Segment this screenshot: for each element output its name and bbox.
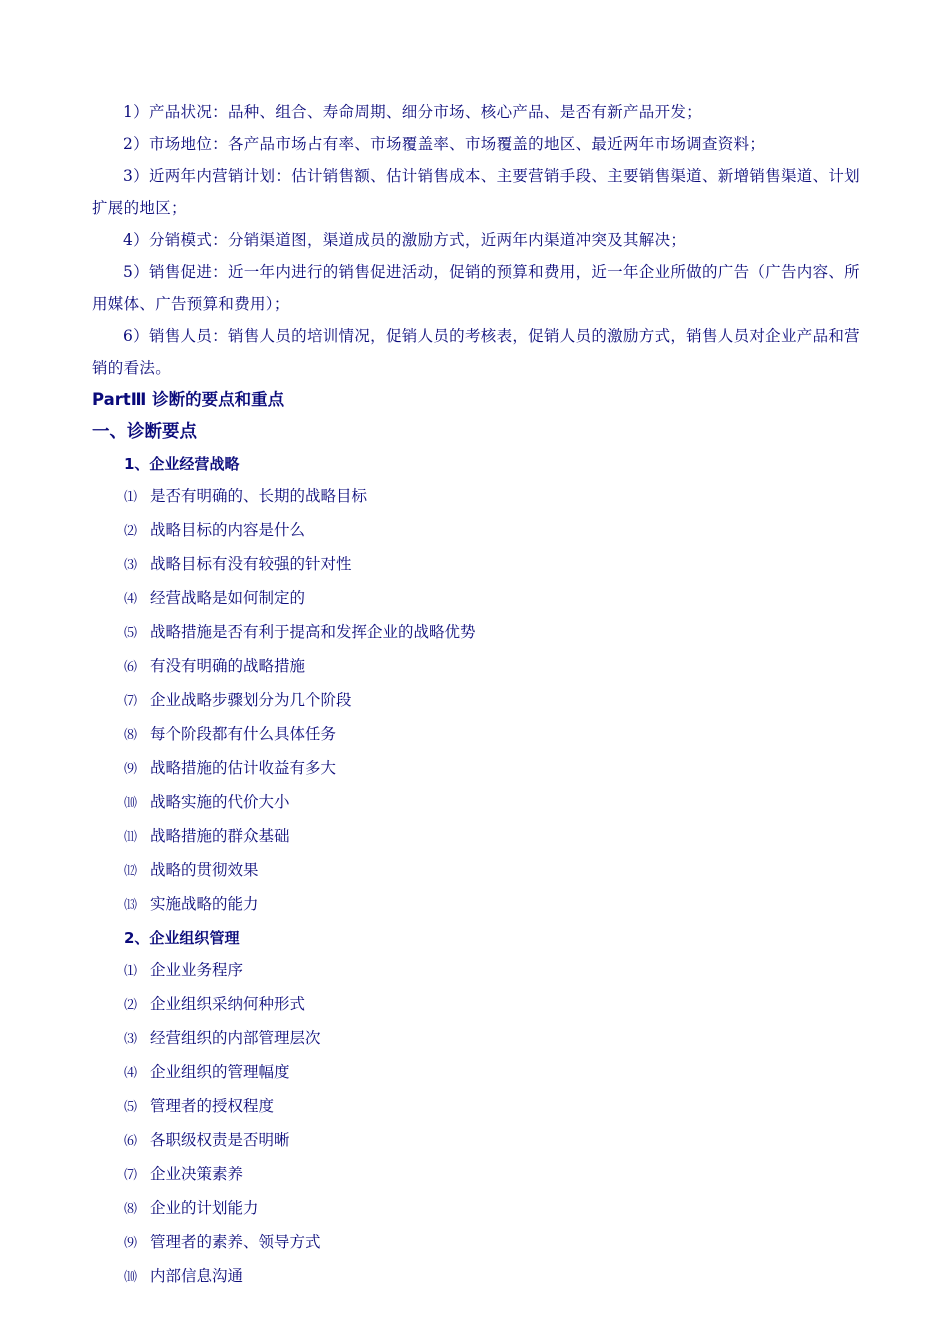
item-number: ⑹ bbox=[124, 660, 138, 675]
item-text: 战略措施是否有利于提高和发挥企业的战略优势 bbox=[150, 623, 476, 641]
paragraph-product-status: 1）产品状况：品种、组合、寿命周期、细分市场、核心产品、是否有新产品开发； bbox=[123, 103, 702, 121]
item-number: ⑻ bbox=[124, 1202, 138, 1217]
item-text: 有没有明确的战略措施 bbox=[150, 657, 306, 675]
list-item bbox=[92, 752, 864, 786]
strategy-list bbox=[92, 480, 864, 922]
subsection-organization-title: 2、企业组织管理 bbox=[124, 929, 240, 947]
item-number: ⑷ bbox=[124, 1066, 138, 1081]
item-text: 企业组织的管理幅度 bbox=[150, 1063, 290, 1081]
list-item bbox=[92, 988, 864, 1022]
item-number: ⑽ bbox=[124, 796, 138, 811]
document-page bbox=[92, 96, 864, 1294]
item-text: 每个阶段都有什么具体任务 bbox=[150, 725, 337, 743]
list-item bbox=[92, 684, 864, 718]
list-item bbox=[92, 514, 864, 548]
list-item bbox=[92, 718, 864, 752]
item-number: ⑻ bbox=[124, 728, 138, 743]
item-text: 经营战略是如何制定的 bbox=[150, 589, 306, 607]
list-item bbox=[92, 1226, 864, 1260]
list-item bbox=[92, 582, 864, 616]
item-text: 战略的贯彻效果 bbox=[150, 861, 259, 879]
item-text: 经营组织的内部管理层次 bbox=[150, 1029, 321, 1047]
item-number: ⑴ bbox=[124, 964, 138, 979]
item-number: ⑺ bbox=[124, 1168, 138, 1183]
item-text: 各职级权责是否明晰 bbox=[150, 1131, 290, 1149]
item-number: ⑿ bbox=[124, 864, 138, 879]
item-text: 是否有明确的、长期的战略目标 bbox=[150, 487, 368, 505]
list-item bbox=[92, 1260, 864, 1294]
item-number: ⑼ bbox=[124, 762, 138, 777]
item-number: ⑴ bbox=[124, 490, 138, 505]
list-item bbox=[92, 1090, 864, 1124]
item-number: ⑶ bbox=[124, 558, 138, 573]
paragraph-marketing-plan: 3）近两年内营销计划：估计销售额、估计销售成本、主要营销手段、主要销售渠道、新增销售渠道、计划扩展的地区； bbox=[92, 167, 860, 217]
item-text: 战略目标的内容是什么 bbox=[150, 521, 306, 539]
item-number: ⑵ bbox=[124, 998, 138, 1013]
list-item bbox=[92, 548, 864, 582]
list-item bbox=[92, 1158, 864, 1192]
part-heading: PartⅢ 诊断的要点和重点 bbox=[92, 390, 285, 409]
item-text: 战略措施的群众基础 bbox=[150, 827, 290, 845]
item-number: ⑹ bbox=[124, 1134, 138, 1149]
subsection-strategy-title: 1、企业经营战略 bbox=[124, 455, 240, 473]
list-item bbox=[92, 1022, 864, 1056]
item-number: ⑼ bbox=[124, 1236, 138, 1251]
item-text: 企业的计划能力 bbox=[150, 1199, 259, 1217]
paragraph-sales-promotion: 5）销售促进：近一年内进行的销售促进活动，促销的预算和费用，近一年企业所做的广告（广告内容、所用媒体、广告预算和费用）； bbox=[92, 263, 860, 313]
item-text: 企业决策素养 bbox=[150, 1165, 244, 1183]
list-item bbox=[92, 786, 864, 820]
paragraph-market-position: 2）市场地位：各产品市场占有率、市场覆盖率、市场覆盖的地区、最近两年市场调查资料； bbox=[123, 135, 766, 153]
item-text: 战略目标有没有较强的针对性 bbox=[150, 555, 352, 573]
list-item bbox=[92, 854, 864, 888]
item-number: ⑶ bbox=[124, 1032, 138, 1047]
item-number: ⒀ bbox=[124, 898, 138, 913]
organization-list bbox=[92, 954, 864, 1294]
list-item bbox=[92, 820, 864, 854]
item-text: 内部信息沟通 bbox=[150, 1267, 244, 1285]
item-number: ⑵ bbox=[124, 524, 138, 539]
paragraph-sales-staff: 6）销售人员：销售人员的培训情况，促销人员的考核表，促销人员的激励方式，销售人员对企业产品和营销的看法。 bbox=[92, 327, 860, 377]
list-item bbox=[92, 1056, 864, 1090]
item-number: ⑸ bbox=[124, 1100, 138, 1115]
list-item bbox=[92, 616, 864, 650]
list-item bbox=[92, 1124, 864, 1158]
item-text: 实施战略的能力 bbox=[150, 895, 259, 913]
item-text: 战略实施的代价大小 bbox=[150, 793, 290, 811]
list-item bbox=[92, 1192, 864, 1226]
item-text: 战略措施的估计收益有多大 bbox=[150, 759, 337, 777]
list-item bbox=[92, 650, 864, 684]
list-item bbox=[92, 954, 864, 988]
item-number: ⑷ bbox=[124, 592, 138, 607]
item-number: ⑸ bbox=[124, 626, 138, 641]
item-text: 管理者的授权程度 bbox=[150, 1097, 275, 1115]
item-text: 企业业务程序 bbox=[150, 961, 244, 979]
item-number: ⑽ bbox=[124, 1270, 138, 1285]
item-number: ⑾ bbox=[124, 830, 138, 845]
list-item bbox=[92, 480, 864, 514]
list-item bbox=[92, 888, 864, 922]
item-text: 企业战略步骤划分为几个阶段 bbox=[150, 691, 352, 709]
item-text: 管理者的素养、领导方式 bbox=[150, 1233, 321, 1251]
section-heading: 一、诊断要点 bbox=[92, 422, 197, 442]
item-text: 企业组织采纳何种形式 bbox=[150, 995, 306, 1013]
item-number: ⑺ bbox=[124, 694, 138, 709]
paragraph-distribution-mode: 4）分销模式：分销渠道图，渠道成员的激励方式，近两年内渠道冲突及其解决； bbox=[123, 231, 687, 249]
